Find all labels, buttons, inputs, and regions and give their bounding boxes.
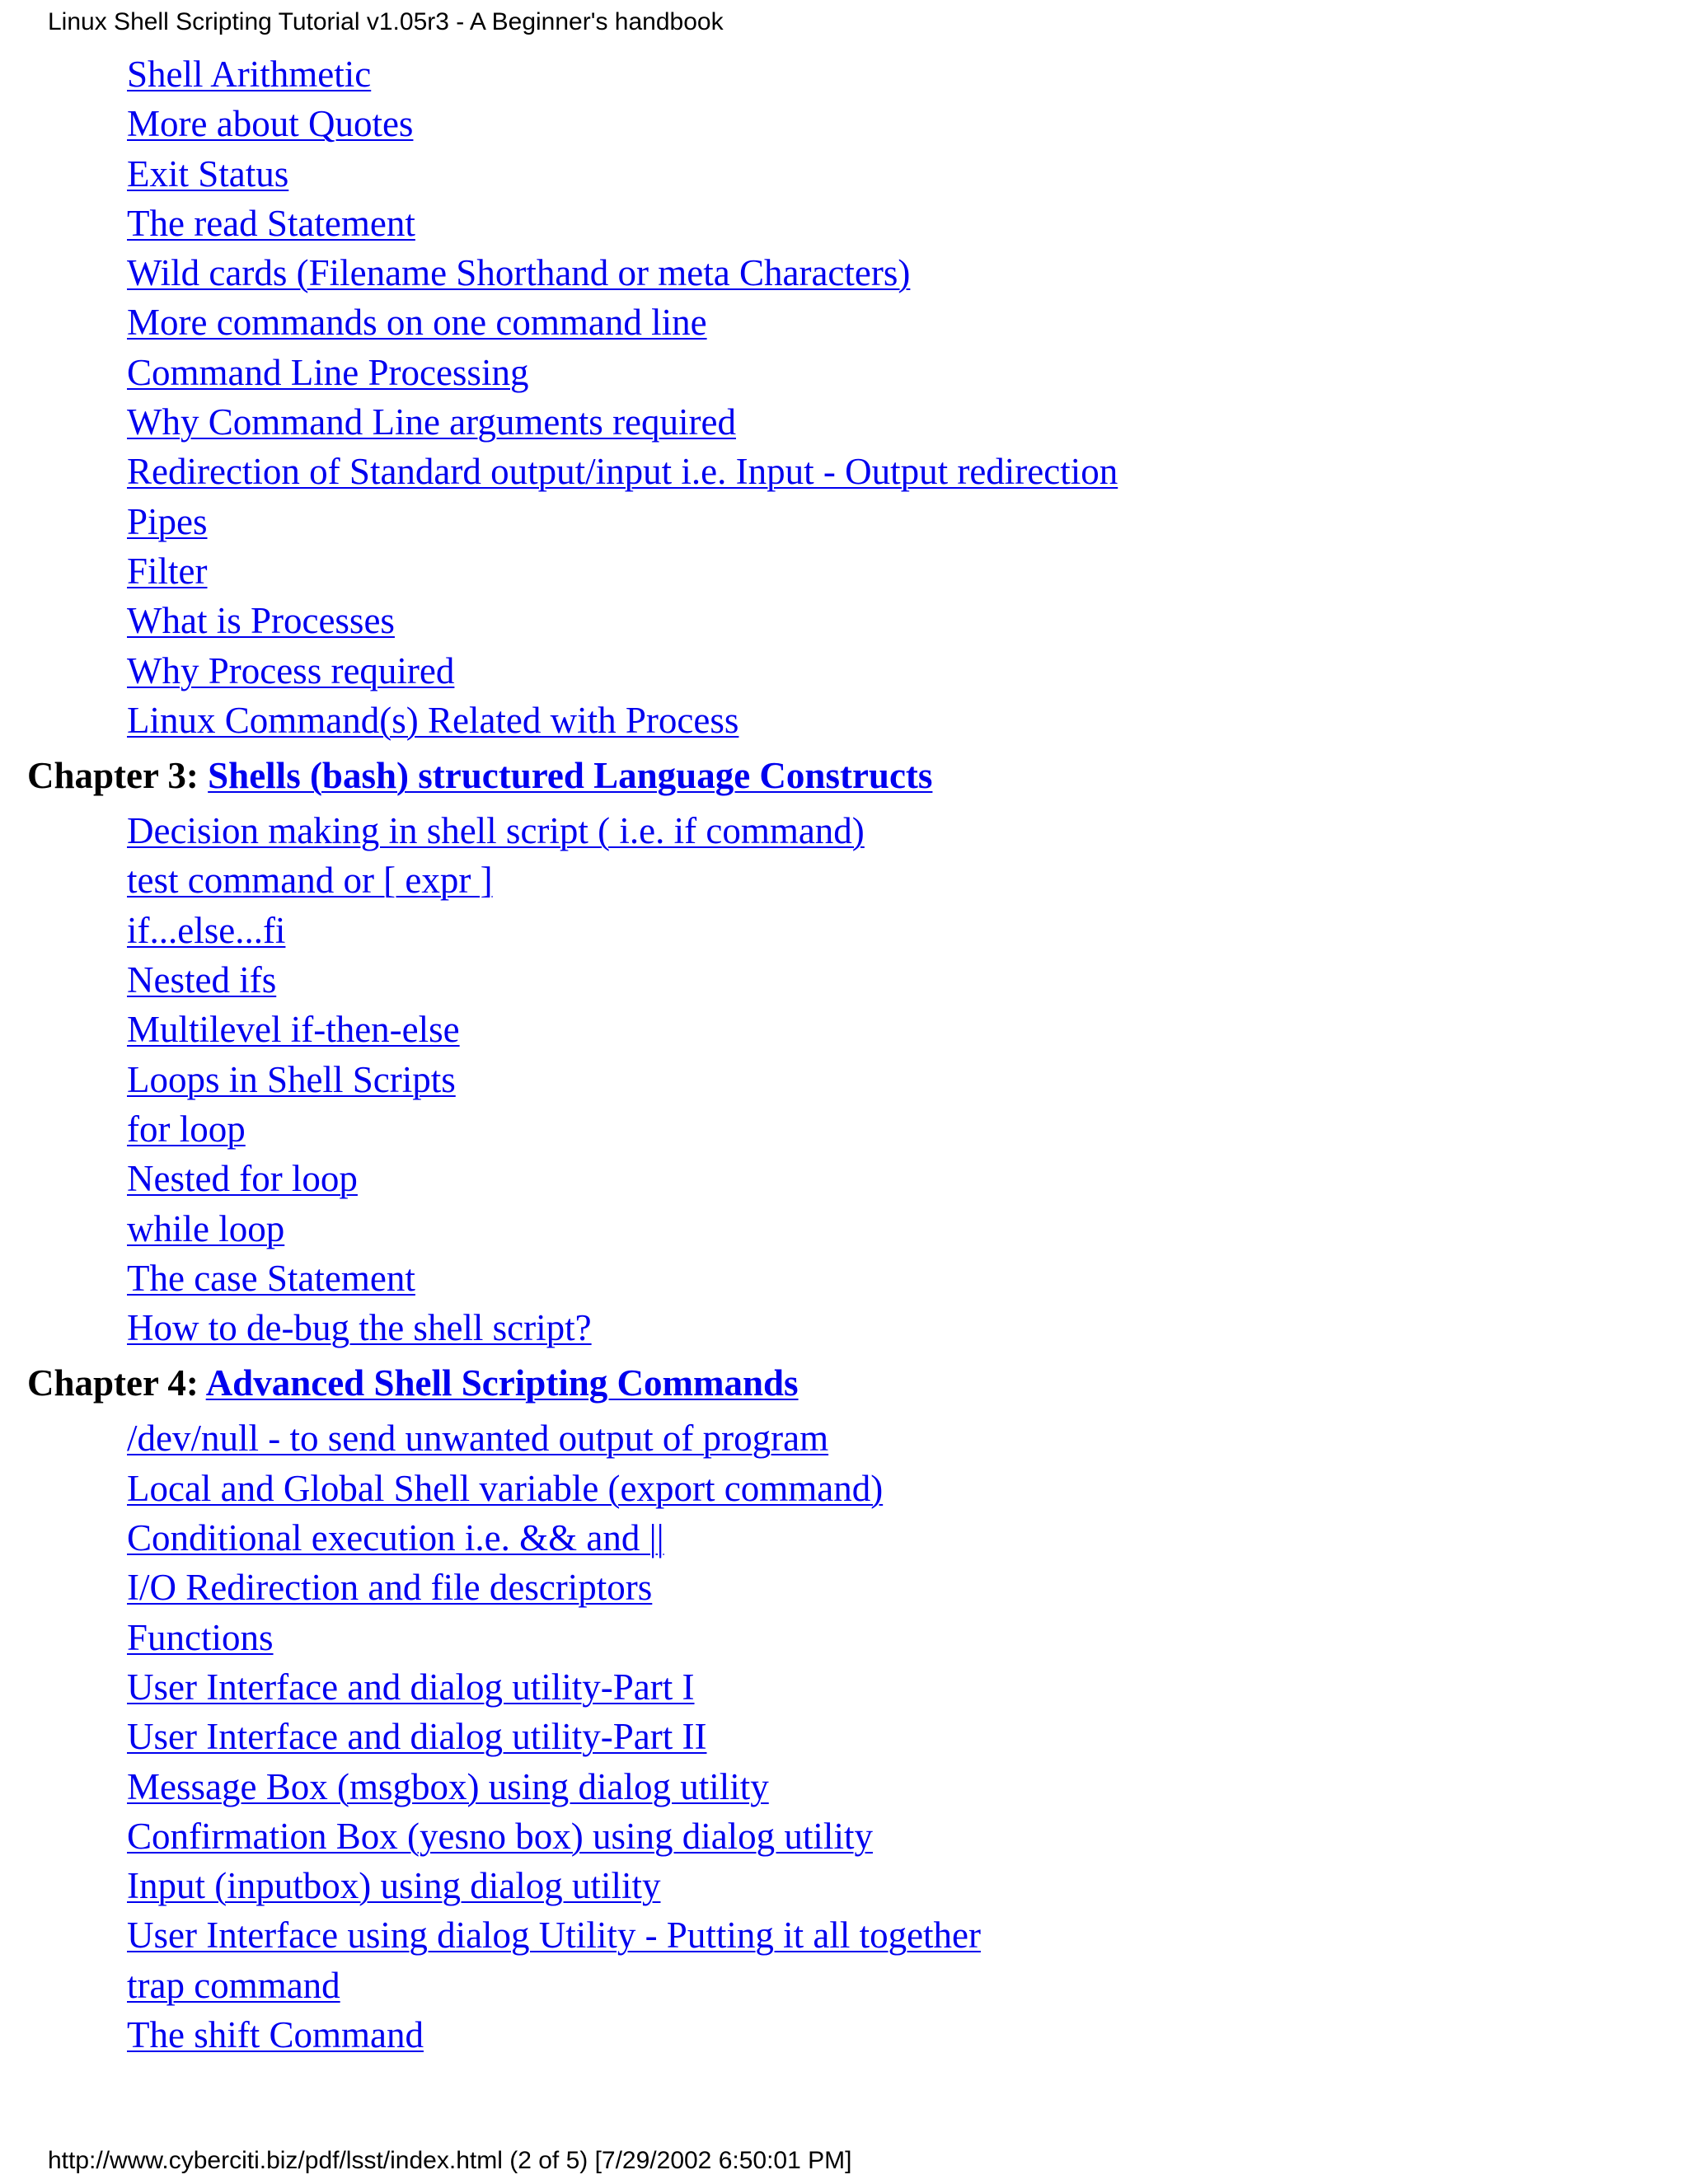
toc-link[interactable]: The shift Command: [127, 2013, 424, 2055]
list-item: [127, 1204, 1688, 1254]
toc-link[interactable]: Decision making in shell script ( i.e. if command): [127, 810, 865, 852]
list-item: [127, 1254, 1688, 1303]
list-item: [127, 1464, 1688, 1513]
chapter-4-heading: [0, 1352, 1688, 1413]
list-item: [127, 955, 1688, 1005]
toc-link[interactable]: while loop: [127, 1207, 285, 1249]
toc-link[interactable]: More about Quotes: [127, 103, 414, 145]
list-item: [127, 2010, 1688, 2060]
toc-link[interactable]: Wild cards (Filename Shorthand or meta Characters): [127, 252, 911, 294]
list-item: [127, 1563, 1688, 1612]
chapter-3-title-link[interactable]: Shells (bash) structured Language Constructs: [208, 755, 933, 797]
list-item: [127, 646, 1688, 696]
toc-link[interactable]: Linux Command(s) Related with Process: [127, 699, 739, 741]
link-list: [0, 806, 1688, 1352]
toc-link[interactable]: if...else...fi: [127, 909, 286, 951]
toc-link[interactable]: What is Processes: [127, 600, 395, 642]
toc-link[interactable]: Exit Status: [127, 152, 289, 194]
link-list: [0, 49, 1688, 745]
table-of-contents: [0, 49, 1688, 2060]
toc-link[interactable]: trap command: [127, 1964, 340, 2006]
list-item: [127, 1662, 1688, 1712]
list-item: [127, 855, 1688, 905]
list-item: [127, 99, 1688, 148]
toc-link[interactable]: How to de-bug the shell script?: [127, 1307, 592, 1349]
toc-link[interactable]: Nested ifs: [127, 959, 277, 1001]
toc-link[interactable]: test command or [ expr ]: [127, 860, 493, 902]
toc-link[interactable]: /dev/null - to send unwanted output of program: [127, 1418, 829, 1460]
list-item: [127, 199, 1688, 248]
list-item: [127, 1861, 1688, 1910]
toc-link[interactable]: Message Box (msgbox) using dialog utility: [127, 1765, 769, 1807]
toc-link[interactable]: Redirection of Standard output/input i.e. Input - Output redirection: [127, 451, 1118, 493]
chapter-4-title-link[interactable]: Advanced Shell Scripting Commands: [205, 1362, 799, 1404]
toc-link[interactable]: Command Line Processing: [127, 351, 529, 393]
page-footer: http://www.cyberciti.biz/pdf/lsst/index.html (2 of 5) [7/29/2002 6:50:01 PM]: [48, 2147, 852, 2174]
page-header: Linux Shell Scripting Tutorial v1.05r3 - A Beginner's handbook: [48, 8, 724, 35]
chapter-4-prefix: Chapter 4:: [27, 1362, 199, 1404]
list-item: [127, 1712, 1688, 1761]
list-item: [127, 248, 1688, 298]
toc-link[interactable]: The read Statement: [127, 202, 415, 244]
list-item: [127, 1005, 1688, 1054]
toc-link[interactable]: Functions: [127, 1616, 274, 1658]
list-item: [127, 1811, 1688, 1861]
toc-link[interactable]: Loops in Shell Scripts: [127, 1058, 456, 1100]
chapter-3-prefix: Chapter 3:: [27, 755, 199, 797]
list-item: [127, 1910, 1688, 1960]
toc-link[interactable]: User Interface and dialog utility-Part I: [127, 1666, 695, 1708]
list-item: [127, 1513, 1688, 1563]
list-item: [127, 348, 1688, 397]
toc-link[interactable]: I/O Redirection and file descriptors: [127, 1567, 653, 1609]
toc-link[interactable]: Conditional execution i.e. && and ||: [127, 1517, 664, 1559]
toc-link[interactable]: Shell Arithmetic: [127, 54, 372, 95]
toc-link[interactable]: Input (inputbox) using dialog utility: [127, 1865, 661, 1907]
list-item: [127, 906, 1688, 955]
toc-link[interactable]: Local and Global Shell variable (export command): [127, 1467, 884, 1509]
list-item: [127, 1055, 1688, 1104]
list-item: [127, 1961, 1688, 2010]
list-item: [127, 806, 1688, 855]
list-item: [127, 397, 1688, 447]
toc-link[interactable]: More commands on one command line: [127, 302, 707, 344]
toc-link[interactable]: Confirmation Box (yesno box) using dialog utility: [127, 1815, 873, 1857]
list-item: [127, 1154, 1688, 1203]
toc-link[interactable]: Pipes: [127, 500, 208, 542]
toc-link[interactable]: User Interface using dialog Utility - Putting it all together: [127, 1915, 982, 1957]
list-item: [127, 696, 1688, 745]
list-item: [127, 298, 1688, 347]
list-item: [127, 596, 1688, 645]
toc-link[interactable]: Multilevel if-then-else: [127, 1009, 460, 1051]
list-item: [127, 1413, 1688, 1463]
toc-link[interactable]: Why Command Line arguments required: [127, 401, 736, 443]
toc-link[interactable]: for loop: [127, 1108, 246, 1150]
list-item: [127, 546, 1688, 596]
chapter-3-heading: [0, 745, 1688, 806]
list-item: [127, 1104, 1688, 1154]
list-item: [127, 497, 1688, 546]
list-item: [127, 49, 1688, 99]
toc-link[interactable]: The case Statement: [127, 1257, 415, 1299]
toc-link[interactable]: User Interface and dialog utility-Part II: [127, 1716, 707, 1758]
toc-link[interactable]: Nested for loop: [127, 1158, 358, 1200]
list-item: [127, 1762, 1688, 1811]
list-item: [127, 1303, 1688, 1352]
link-list: [0, 1413, 1688, 2060]
list-item: [127, 1613, 1688, 1662]
list-item: [127, 149, 1688, 199]
toc-link[interactable]: Why Process required: [127, 649, 455, 691]
list-item: [127, 447, 1688, 496]
toc-link[interactable]: Filter: [127, 550, 208, 592]
